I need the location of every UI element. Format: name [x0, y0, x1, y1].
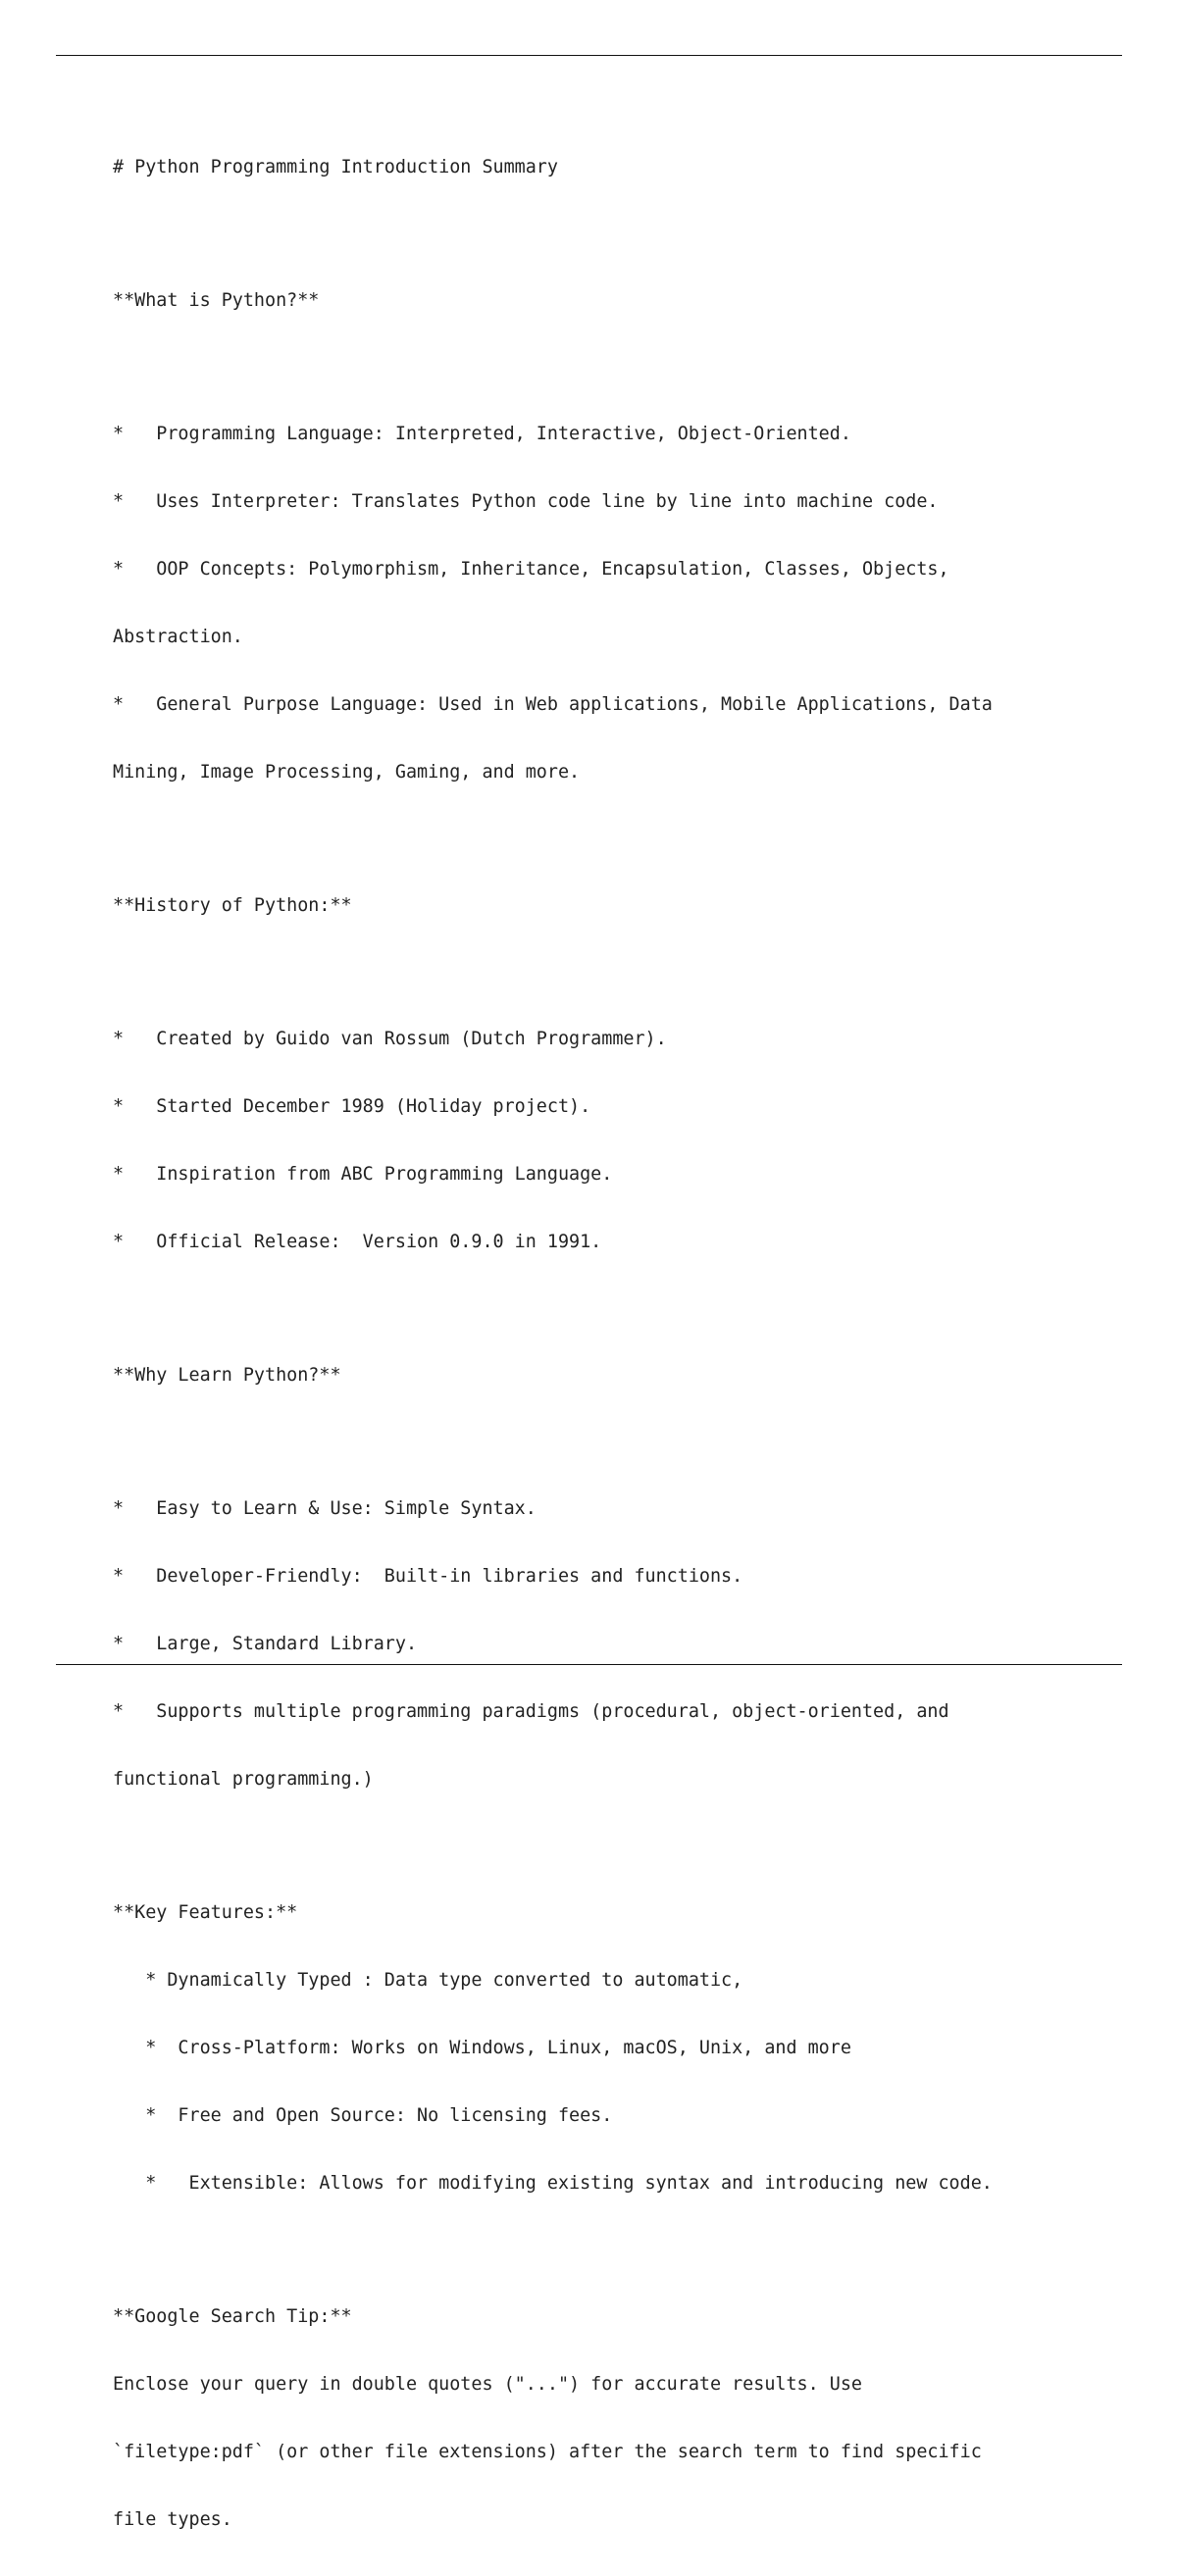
footer-rule	[56, 1664, 1122, 1665]
paragraph-line: file types.	[113, 2509, 232, 2530]
list-item: * Easy to Learn & Use: Simple Syntax.	[113, 1498, 537, 1519]
list-item: * Dynamically Typed : Data type converted to automatic,	[113, 1970, 743, 1991]
section-heading-key-features: **Key Features:**	[113, 1902, 298, 1923]
blank-line	[113, 2240, 1094, 2260]
list-item: * Cross-Platform: Works on Windows, Linux, macOS, Unix, and more	[113, 2038, 851, 2058]
blank-line	[113, 357, 1094, 378]
list-item: * Supports multiple programming paradigms (procedural, object-oriented, and	[113, 1701, 949, 1722]
section-heading-why-learn: **Why Learn Python?**	[113, 1365, 341, 1386]
header-rule	[56, 55, 1122, 56]
list-item: * Large, Standard Library.	[113, 1634, 418, 1654]
list-item: * Programming Language: Interpreted, Interactive, Object-Oriented.	[113, 424, 851, 444]
list-item: * Official Release: Version 0.9.0 in 1991.	[113, 1232, 602, 1252]
blank-line	[113, 1432, 1094, 1452]
blank-line	[113, 1298, 1094, 1319]
section-heading-what-is-python: **What is Python?**	[113, 290, 320, 311]
list-item: * OOP Concepts: Polymorphism, Inheritance, Encapsulation, Classes, Objects,	[113, 559, 949, 580]
list-item: * Inspiration from ABC Programming Language.	[113, 1164, 613, 1185]
list-item: * Extensible: Allows for modifying existing syntax and introducing new code.	[113, 2173, 993, 2194]
list-item-continuation: Mining, Image Processing, Gaming, and more.	[113, 762, 581, 783]
list-item-continuation: Abstraction.	[113, 627, 243, 647]
doc-title: # Python Programming Introduction Summary	[113, 157, 558, 177]
paragraph-line: `filetype:pdf` (or other file extensions) after the search term to find specific	[113, 2442, 982, 2462]
section-heading-google-tip: **Google Search Tip:**	[113, 2306, 352, 2327]
blank-line	[113, 224, 1094, 244]
list-item: * Developer-Friendly: Built-in libraries and functions.	[113, 1566, 743, 1587]
blank-line	[113, 1836, 1094, 1856]
paragraph-line: Enclose your query in double quotes ("...") for accurate results. Use	[113, 2374, 862, 2395]
list-item: * Free and Open Source: No licensing fees.	[113, 2105, 613, 2126]
blank-line	[113, 829, 1094, 849]
section-heading-history: **History of Python:**	[113, 895, 352, 916]
list-item-continuation: functional programming.)	[113, 1769, 374, 1790]
blank-line	[113, 962, 1094, 983]
list-item: * Uses Interpreter: Translates Python code line by line into machine code.	[113, 491, 939, 512]
document-body	[113, 111, 1094, 2576]
list-item: * General Purpose Language: Used in Web applications, Mobile Applications, Data	[113, 694, 993, 715]
list-item: * Created by Guido van Rossum (Dutch Programmer).	[113, 1029, 667, 1049]
list-item: * Started December 1989 (Holiday project).	[113, 1096, 591, 1117]
